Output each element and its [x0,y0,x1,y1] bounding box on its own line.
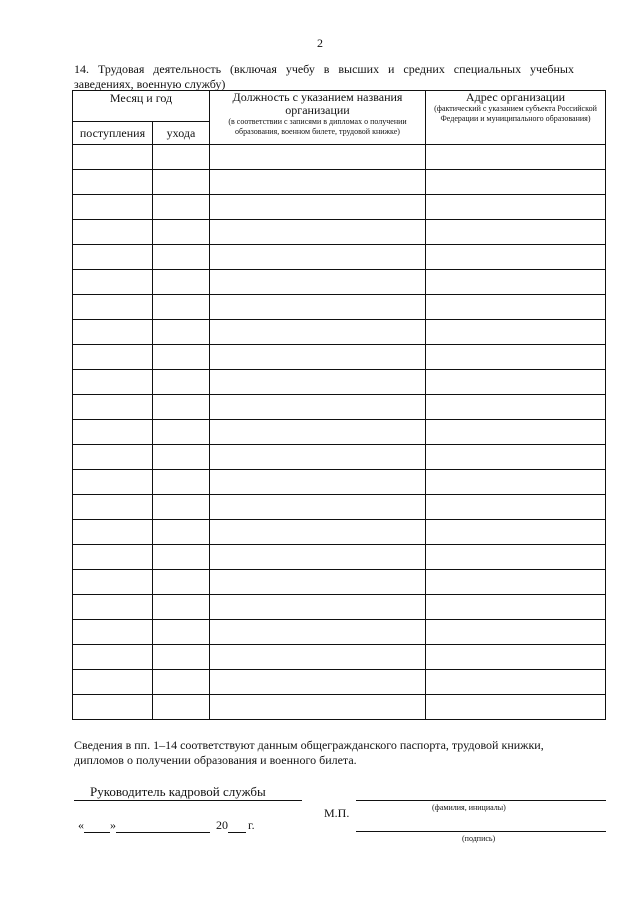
cell-end[interactable] [153,320,210,345]
date-suffix: г. [248,818,255,832]
table-row [73,670,606,695]
table-row [73,195,606,220]
cell-start[interactable] [73,420,153,445]
cell-position[interactable] [210,520,426,545]
signature-field-line[interactable] [356,831,606,832]
cell-start[interactable] [73,270,153,295]
cell-end[interactable] [153,170,210,195]
cell-position[interactable] [210,245,426,270]
cell-end[interactable] [153,495,210,520]
cell-address[interactable] [426,595,606,620]
cell-start[interactable] [73,645,153,670]
cell-position[interactable] [210,695,426,720]
date-open-quote: « [78,818,84,832]
table-row [73,445,606,470]
cell-start[interactable] [73,370,153,395]
cell-end[interactable] [153,695,210,720]
cell-start[interactable] [73,470,153,495]
cell-start[interactable] [73,545,153,570]
cell-address[interactable] [426,495,606,520]
cell-start[interactable] [73,245,153,270]
cell-end[interactable] [153,145,210,170]
name-caption: (фамилия, инициалы) [432,803,506,812]
table-row [73,145,606,170]
cell-position[interactable] [210,395,426,420]
cell-position[interactable] [210,445,426,470]
cell-position[interactable] [210,370,426,395]
date-month-field[interactable] [116,820,210,833]
cell-start[interactable] [73,520,153,545]
cell-end[interactable] [153,420,210,445]
cell-end[interactable] [153,395,210,420]
cell-address[interactable] [426,195,606,220]
date-year-field[interactable] [228,820,246,833]
address-header-cell [426,91,606,145]
cell-start[interactable] [73,170,153,195]
cell-address[interactable] [426,670,606,695]
table-row [73,245,606,270]
cell-address[interactable] [426,370,606,395]
cell-address[interactable] [426,470,606,495]
cell-start[interactable] [73,695,153,720]
cell-end[interactable] [153,445,210,470]
date-close-quote: » [110,818,116,832]
cell-start[interactable] [73,320,153,345]
cell-start[interactable] [73,345,153,370]
table-row [73,270,606,295]
cell-address[interactable] [426,545,606,570]
cell-position[interactable] [210,420,426,445]
cell-end[interactable] [153,220,210,245]
table-row [73,295,606,320]
page-number: 2 [317,36,323,50]
cell-address[interactable] [426,570,606,595]
cell-address[interactable] [426,345,606,370]
cell-position[interactable] [210,570,426,595]
table-row [73,345,606,370]
section-title: 14. Трудовая деятельность (включая учебу в высших и средних специальных учебных заведениях, военную службу) [74,62,574,91]
table-row [73,395,606,420]
month-year-header: Месяц и год [73,91,210,122]
stamp-label: М.П. [324,806,350,820]
table-row [73,695,606,720]
position-note: (в соответствии с записями в дипломах о получении образования, военном билете, трудовой книжке) [228,117,407,136]
cell-end[interactable] [153,670,210,695]
cell-position[interactable] [210,320,426,345]
cell-start[interactable] [73,145,153,170]
table-row [73,220,606,245]
cell-position[interactable] [210,145,426,170]
cell-position[interactable] [210,670,426,695]
table-row [73,320,606,345]
table-row [73,645,606,670]
col-start-header: поступления [73,122,153,145]
work-history-table [72,90,606,720]
table-row [73,495,606,520]
official-title-underline [74,800,302,801]
official-title: Руководитель кадровой службы [90,784,266,799]
cell-start[interactable] [73,445,153,470]
cell-end[interactable] [153,570,210,595]
cell-start[interactable] [73,620,153,645]
cell-end[interactable] [153,645,210,670]
cell-position[interactable] [210,195,426,220]
cell-start[interactable] [73,670,153,695]
cell-position[interactable] [210,470,426,495]
table-row [73,170,606,195]
cell-position[interactable] [210,170,426,195]
cell-end[interactable] [153,620,210,645]
cell-address[interactable] [426,645,606,670]
cell-address[interactable] [426,620,606,645]
date-day-field[interactable] [84,820,110,833]
table-row [73,520,606,545]
cell-start[interactable] [73,220,153,245]
table-row [73,370,606,395]
position-header-cell [210,91,426,145]
cell-start[interactable] [73,595,153,620]
cell-position[interactable] [210,595,426,620]
table-row [73,570,606,595]
cell-position[interactable] [210,295,426,320]
cell-position[interactable] [210,645,426,670]
cell-address[interactable] [426,170,606,195]
table-body [73,145,606,720]
work-history-table-wrap [72,90,606,720]
cell-end[interactable] [153,545,210,570]
cell-address[interactable] [426,295,606,320]
cell-start[interactable] [73,295,153,320]
cell-end[interactable] [153,245,210,270]
cell-start[interactable] [73,570,153,595]
cell-address[interactable] [426,145,606,170]
cell-end[interactable] [153,520,210,545]
date-year: 20 [216,818,228,832]
table-row [73,545,606,570]
cell-position[interactable] [210,495,426,520]
cell-end[interactable] [153,195,210,220]
cell-position[interactable] [210,220,426,245]
table-row [73,620,606,645]
cell-end[interactable] [153,270,210,295]
col-end-header: ухода [153,122,210,145]
cell-start[interactable] [73,195,153,220]
signature-caption: (подпись) [462,834,496,843]
name-field-line[interactable] [356,800,606,801]
cell-position[interactable] [210,620,426,645]
cell-start[interactable] [73,495,153,520]
cell-end[interactable] [153,595,210,620]
cell-position[interactable] [210,345,426,370]
cell-address[interactable] [426,395,606,420]
cell-address[interactable] [426,420,606,445]
table-row [73,595,606,620]
cell-position[interactable] [210,270,426,295]
address-header: Адрес организации [465,90,566,104]
cell-address[interactable] [426,270,606,295]
cell-end[interactable] [153,295,210,320]
table-row [73,420,606,445]
cell-address[interactable] [426,220,606,245]
date-line [78,818,255,833]
cell-end[interactable] [153,370,210,395]
cell-address[interactable] [426,520,606,545]
cell-address[interactable] [426,445,606,470]
cell-end[interactable] [153,470,210,495]
cell-address[interactable] [426,695,606,720]
statement-text: Сведения в пп. 1–14 соответствуют данным общегражданского паспорта, трудовой книжки, дипломов о получении образования и военного билета. [74,738,544,767]
cell-address[interactable] [426,245,606,270]
table-row [73,470,606,495]
cell-position[interactable] [210,545,426,570]
position-header: Должность с указанием названия организации [232,90,403,117]
cell-address[interactable] [426,320,606,345]
cell-end[interactable] [153,345,210,370]
address-note: (фактический с указанием субъекта Российской Федерации и муниципального образования) [434,104,597,123]
cell-start[interactable] [73,395,153,420]
